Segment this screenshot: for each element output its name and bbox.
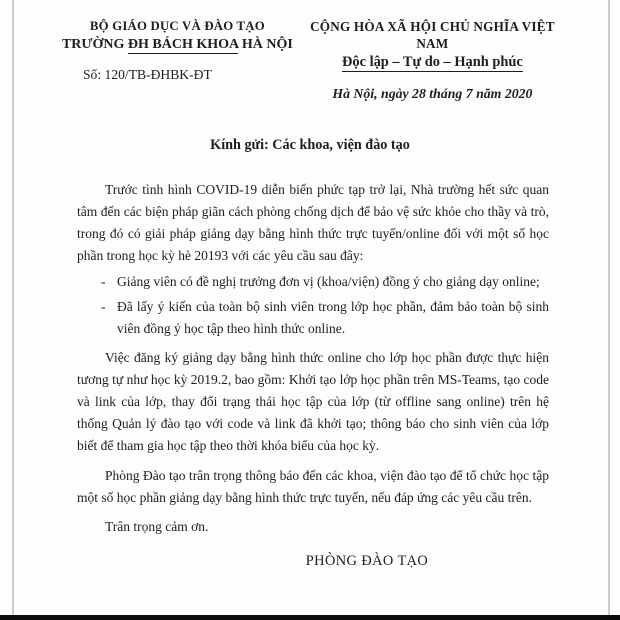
document-reference-number: Số: 120/TB-ĐHBK-ĐT xyxy=(83,67,212,82)
page-left-edge-line xyxy=(12,0,14,615)
signature-block: PHÒNG ĐÀO TẠO xyxy=(305,553,429,569)
page-right-edge-line xyxy=(608,0,610,615)
bullet-dash-marker: - xyxy=(101,299,106,314)
letterhead-national-block xyxy=(300,18,565,102)
closing-line: Trân trọng cảm ơn. xyxy=(105,519,209,534)
requirements-list xyxy=(77,271,549,340)
university-name-prefix: TRƯỜNG xyxy=(61,37,128,52)
place-and-date: Hà Nội, ngày 28 tháng 7 năm 2020 xyxy=(332,86,533,101)
paragraph-procedure: Việc đăng ký giảng dạy bằng hình thức online cho lớp học phần được thực hiện tương tự như học kỳ 2019.2, bao gồm: Khởi tạo lớp học phần trên MS-Teams, tạo code và link của lớp, thay đổi trạng thái học tập của lớp (từ offline sang online) trên hệ thống Quản lý đào tạo với code và link đã khởi tạo; thông báo cho sinh viên của lớp biết để tham gia học tập theo thời khóa biểu của học kỳ. xyxy=(77,350,549,453)
bullet-dash-marker: - xyxy=(101,274,106,289)
letter-body xyxy=(77,179,549,538)
list-item-text: Đã lấy ý kiến của toàn bộ sinh viên trong lớp học phần, đảm bảo toàn bộ sinh viên đồng ý học tập theo hình thức online. xyxy=(117,299,549,336)
paragraph-intro: Trước tình hình COVID-19 diễn biến phức tạp trở lại, Nhà trường hết sức quan tâm đến các biện pháp giãn cách phòng chống dịch để bảo vệ sức khỏe cho thầy và trò, trong đó có giải pháp giảng dạy bằng hình thức trực tuyến/online đối với một số học phần trong học kỳ hè 20193 với các yêu cầu sau đây: xyxy=(77,182,549,263)
university-name-suffix: HÀ NỘI xyxy=(238,37,293,52)
letterhead xyxy=(55,18,565,102)
letterhead-issuer-block xyxy=(55,18,300,102)
list-item-text: Giảng viên có đề nghị trưởng đơn vị (khoa/viện) đồng ý cho giảng dạy online; xyxy=(117,274,540,289)
university-name-underlined: ĐH BÁCH KHOA xyxy=(127,37,239,52)
list-item xyxy=(77,296,549,340)
university-name xyxy=(55,35,300,54)
list-item xyxy=(77,271,549,293)
recipient-line: Kính gửi: Các khoa, viện đào tạo xyxy=(210,137,410,153)
ministry-name: BỘ GIÁO DỤC VÀ ĐÀO TẠO xyxy=(89,19,265,33)
national-motto: Độc lập – Tự do – Hạnh phúc xyxy=(342,54,523,70)
document-body xyxy=(55,18,565,570)
national-header: CỘNG HÒA XÃ HỘI CHỦ NGHĨA VIỆT NAM xyxy=(310,19,555,51)
paragraph-notice: Phòng Đào tạo trân trọng thông báo đến các khoa, viện đào tạo để tổ chức học tập một số học phần giảng dạy bằng hình thức trực tuyến, nếu đáp ứng các yêu cầu trên. xyxy=(77,468,549,505)
page-bottom-bar xyxy=(0,615,620,620)
